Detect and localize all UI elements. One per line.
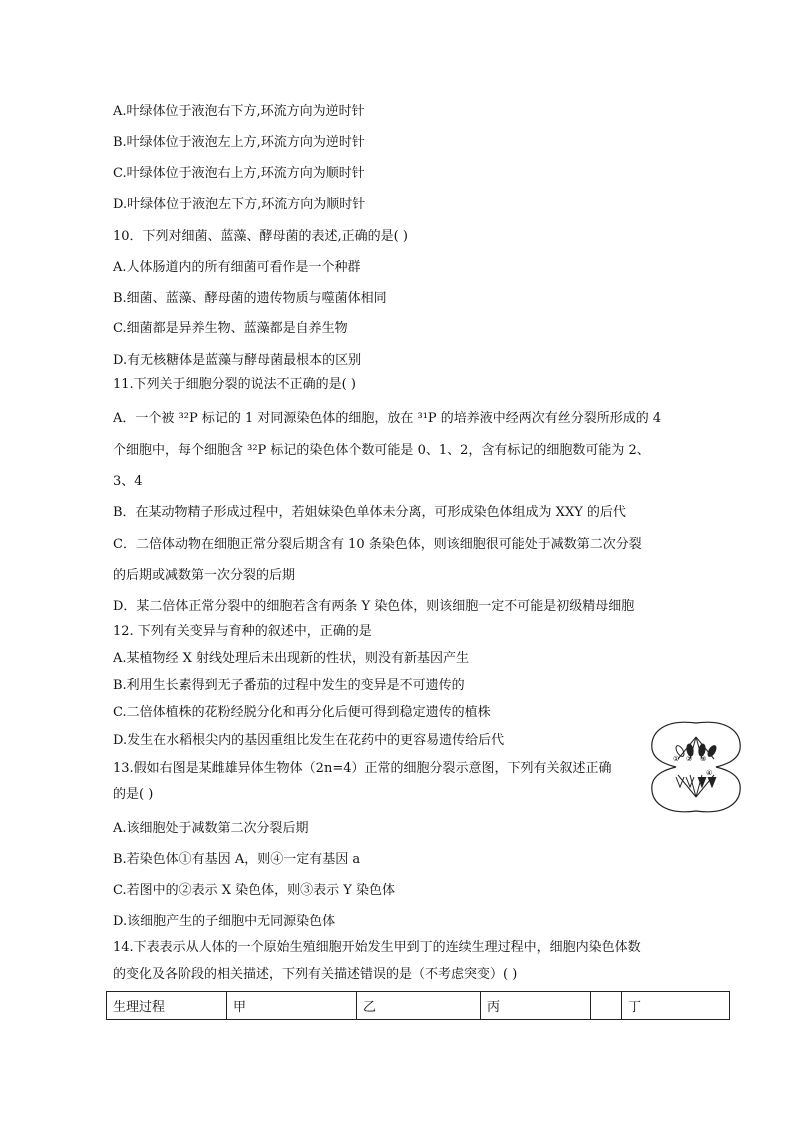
upper-chromosomes — [674, 737, 717, 759]
chromosome-label-1: ① — [673, 755, 680, 763]
table-cell: 乙 — [357, 992, 481, 1020]
table-cell: 丙 — [481, 992, 591, 1020]
q10-stem: 10．下列对细菌、蓝藻、酵母菌的表述,正确的是( ) — [113, 229, 408, 244]
q10-option-a: A.人体肠道内的所有细菌可看作是一个种群 — [113, 260, 361, 275]
cell-division-figure — [646, 717, 746, 817]
q11-stem: 11.下列关于细胞分裂的说法不正确的是( ) — [113, 377, 356, 392]
q10-option-d: D.有无核糖体是蓝藻与酵母菌最根本的区别 — [113, 353, 362, 368]
process-table — [106, 991, 730, 1020]
q11-option-a-line2: 个细胞中，每个细胞含 ³²P 标记的染色体个数可能是 0、1、2，含有标记的细胞数可能为 2、 — [113, 443, 650, 458]
q12-option-a: A.某植物经 X 射线处理后未出现新的性状，则没有新基因产生 — [113, 651, 470, 666]
cell-outline — [652, 722, 740, 812]
q13-option-a: A.该细胞处于减数第二次分裂后期 — [113, 821, 309, 836]
chromosome-label-2: ② — [686, 755, 693, 763]
q9-option-c: C.叶绿体位于液泡右上方,环流方向为顺时针 — [113, 166, 365, 181]
q12-option-c: C.二倍体植株的花粉经脱分化和再分化后便可得到稳定遗传的植株 — [113, 705, 491, 720]
chromosome-label-3: ③ — [700, 755, 707, 763]
table-cell: 甲 — [227, 992, 357, 1020]
q9-option-a: A.叶绿体位于液泡右下方,环流方向为逆时针 — [113, 104, 365, 119]
table-row — [107, 992, 730, 1020]
chromosome-label-4: ④ — [706, 769, 713, 777]
q11-option-a-line3: 3、4 — [113, 474, 143, 489]
q9-option-d: D.叶绿体位于液泡左下方,环流方向为顺时针 — [113, 197, 366, 212]
q9-option-b: B.叶绿体位于液泡左上方,环流方向为逆时针 — [113, 135, 365, 150]
table-cell: 生理过程 — [107, 992, 227, 1020]
q13-option-b: B.若染色体①有基因 A，则④一定有基因 a — [113, 852, 361, 867]
q12-option-d: D.发生在水稻根尖内的基因重组比发生在花药中的更容易遗传给后代 — [113, 733, 505, 748]
q14-stem-line1: 14.下表表示从人体的一个原始生殖细胞开始发生甲到丁的连续生理过程中，细胞内染色体数 — [113, 940, 641, 955]
q11-option-c-line1: C．二倍体动物在细胞正常分裂后期含有 10 条染色体，则该细胞很可能处于减数第二次分裂 — [113, 537, 642, 552]
lower-chromosomes — [676, 775, 716, 797]
q10-option-b: B.细菌、蓝藻、酵母菌的遗传物质与噬菌体相同 — [113, 291, 387, 306]
q13-option-d: D.该细胞产生的子细胞中无同源染色体 — [113, 914, 336, 929]
q11-option-a-line1: A．一个被 ³²P 标记的 1 对同源染色体的细胞，放在 ³¹P 的培养液中经两次有丝分裂所形成的 4 — [113, 411, 662, 426]
q10-option-c: C.细菌都是异养生物、蓝藻都是自养生物 — [113, 321, 348, 336]
table-cell — [591, 992, 622, 1020]
q12-stem: 12. 下列有关变异与育种的叙述中，正确的是 — [113, 624, 372, 639]
q13-stem-line2: 的是( ) — [113, 787, 154, 802]
q13-stem-line1: 13.假如右图是某雌雄异体生物体（2n=4）正常的细胞分裂示意图，下列有关叙述正确 — [113, 761, 612, 776]
q14-stem-line2: 的变化及各阶段的相关描述，下列有关描述错误的是（不考虑突变）( ) — [113, 967, 518, 982]
q11-option-b: B．在某动物精子形成过程中，若姐妹染色单体未分离，可形成染色体组成为 XXY 的后代 — [113, 505, 626, 520]
q11-option-d: D．某二倍体正常分裂中的细胞若含有两条 Y 染色体，则该细胞一定不可能是初级精母细胞 — [113, 599, 635, 614]
q13-option-c: C.若图中的②表示 X 染色体，则③表示 Y 染色体 — [113, 883, 395, 898]
q11-option-c-line2: 的后期或减数第一次分裂的后期 — [113, 568, 296, 583]
table-cell: 丁 — [622, 992, 730, 1020]
q12-option-b: B.利用生长素得到无子番茄的过程中发生的变异是不可遗传的 — [113, 678, 465, 693]
